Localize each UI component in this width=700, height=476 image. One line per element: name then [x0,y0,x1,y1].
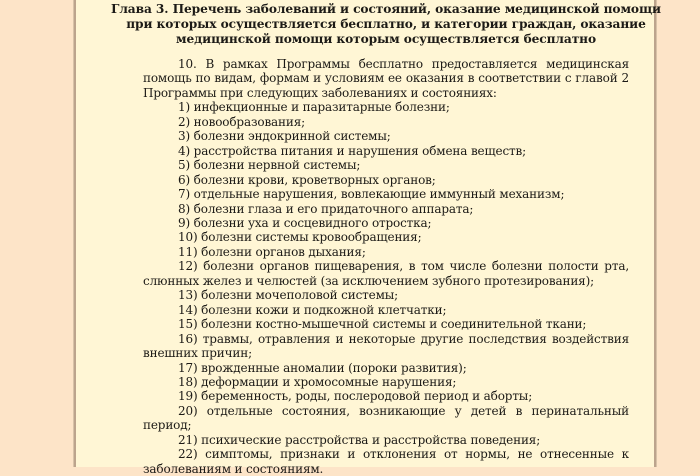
list-item: 19) беременность, роды, послеродовой период и аборты; [178,389,533,404]
list-item: 15) болезни костно-мышечной системы и соединительной ткани; [178,317,587,332]
list-item: 18) деформации и хромосомные нарушения; [178,374,457,389]
list-item: 3) болезни эндокринной системы; [178,129,391,144]
list-item: 7) отдельные нарушения, вовлекающие иммунный механизм; [178,187,565,202]
list-item: 22) симптомы, признаки и отклонения от нормы, не отнесенные к заболеваниям и состояниям. [143,447,629,476]
list-item: 12) болезни органов пищеварения, в том числе болезни полости рта, слюнных желез и челюстей (за исключением зубного протезирования); [143,259,629,288]
intro-paragraph: 10. В рамках Программы бесплатно предоставляется медицинская помощь по видам, формам и условиям ее оказания в соответствии с главой 2 Программы при следующих заболеваниях и состояниях: [143,57,629,100]
list-item: 10) болезни системы кровообращения; [178,230,422,245]
list-item: 17) врожденные аномалии (пороки развития); [178,360,467,375]
list-item: 6) болезни крови, кроветворных органов; [178,172,436,187]
list-item: 4) расстройства питания и нарушения обмена веществ; [178,143,527,158]
list-item: 1) инфекционные и паразитарные болезни; [178,100,450,115]
document-page [74,0,661,476]
chapter-title: Глава 3. Перечень заболеваний и состояний, оказание медицинской помощи при которых осуществляется бесплатно, и категории граждан, оказание медицинской помощи которым осуществляется бесплатно [111,2,661,46]
document-content [111,2,661,476]
list-item: 5) болезни нервной системы; [178,158,361,173]
list-item: 2) новообразования; [178,114,306,129]
list-item: 20) отдельные состояния, возникающие у детей в перинатальный период; [143,403,629,433]
list-item: 14) болезни кожи и подкожной клетчатки; [178,302,447,317]
list-item: 13) болезни мочеполовой системы; [178,288,399,303]
list-item: 11) болезни органов дыхания; [178,244,366,259]
list-item: 9) болезни уха и сосцевидного отростка; [178,215,432,230]
list-item: 8) болезни глаза и его придаточного аппарата; [178,201,474,216]
list-item: 16) травмы, отравления и некоторые другие последствия воздействия внешних причин; [143,331,629,361]
list-item: 21) психические расстройства и расстройства поведения; [178,432,541,447]
document-body [143,57,629,476]
